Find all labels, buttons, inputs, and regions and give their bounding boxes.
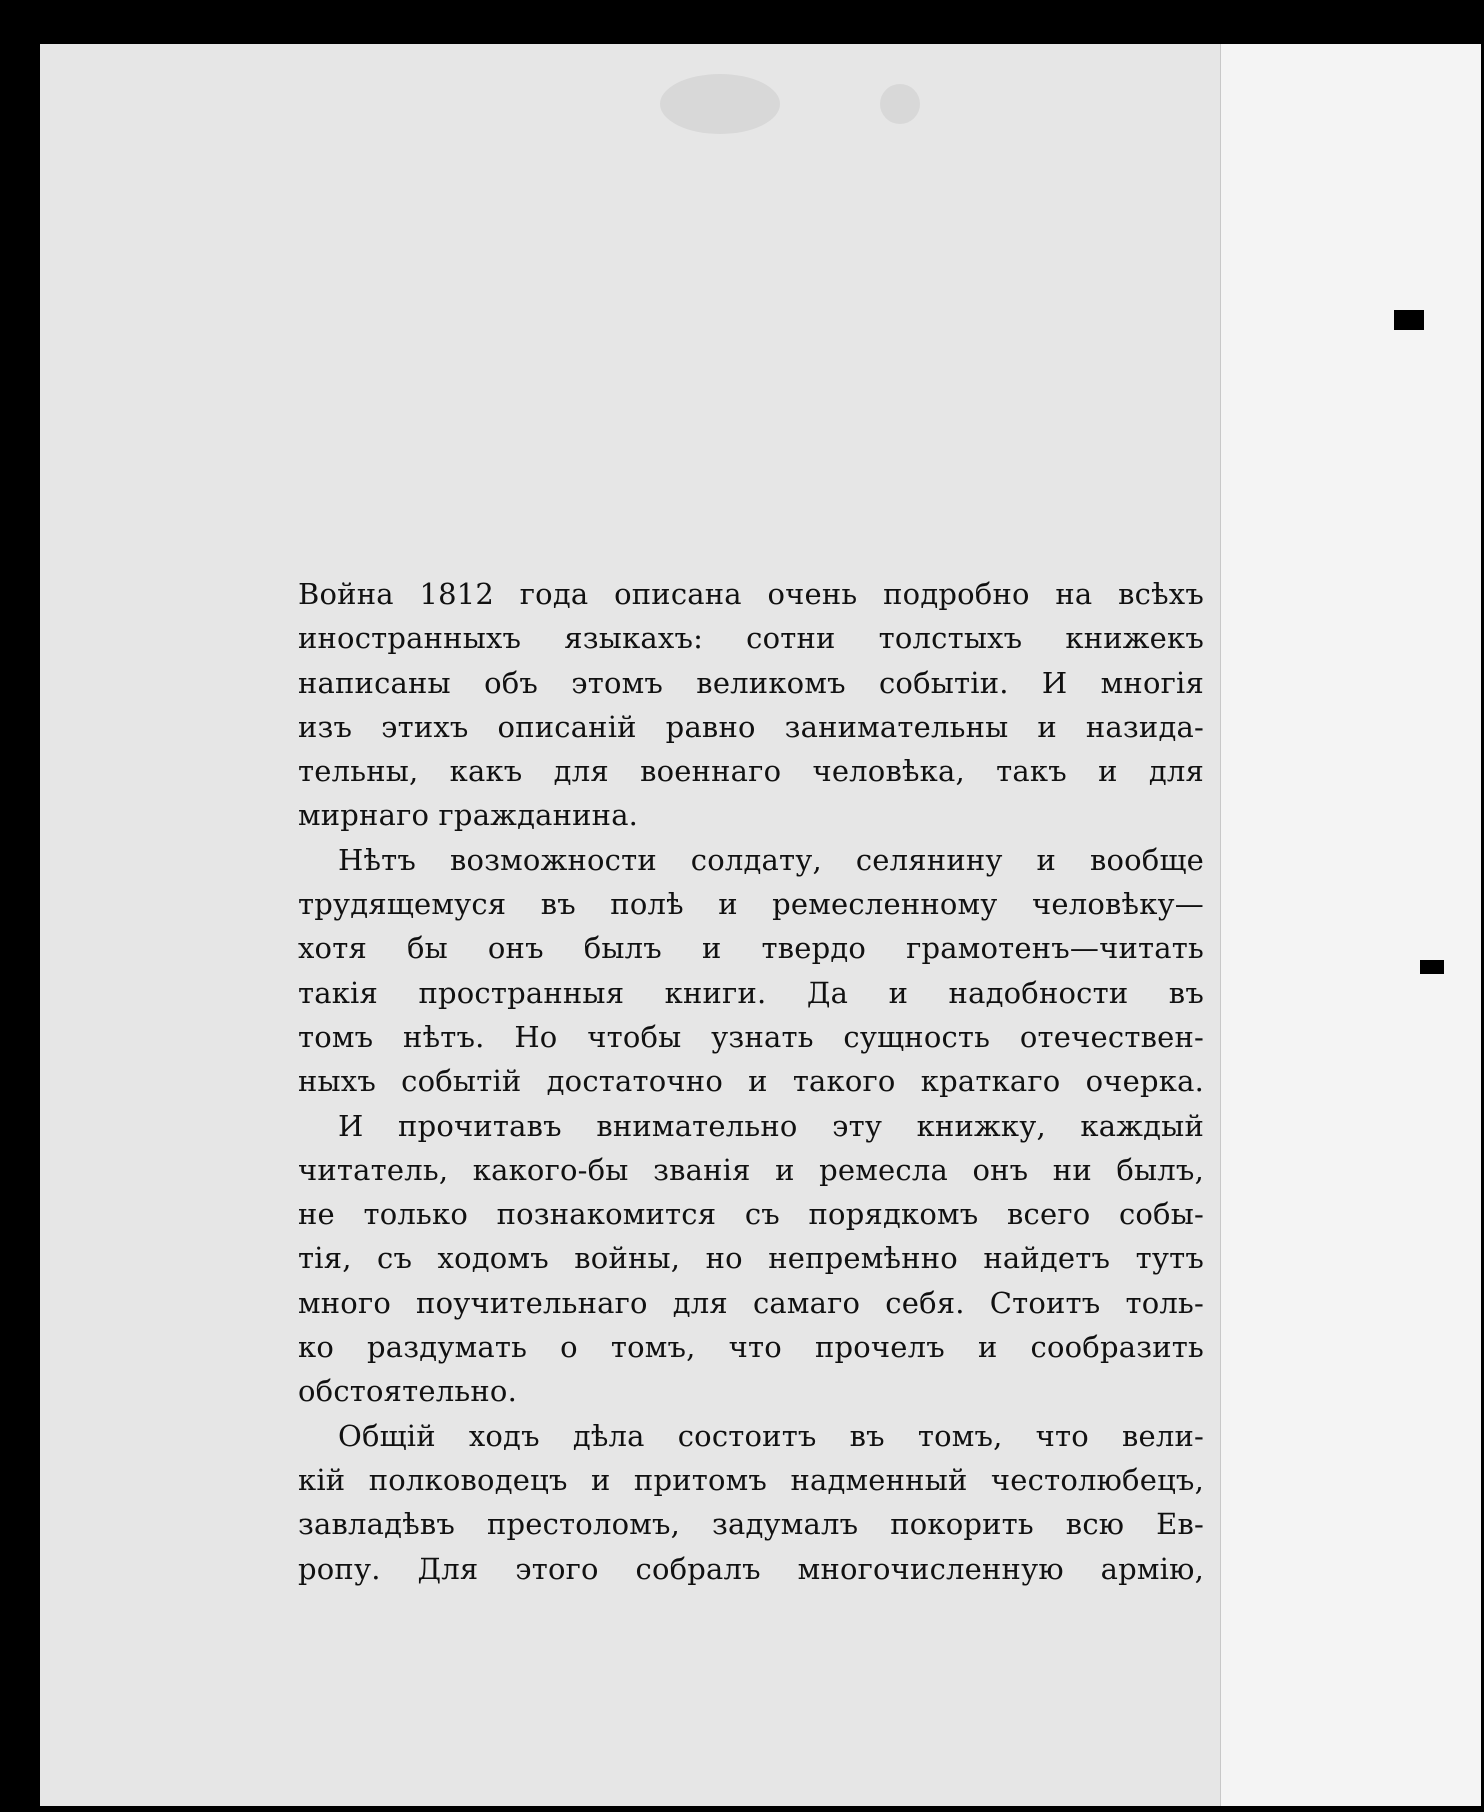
text-line: не только познакомится съ порядкомъ всего собы-	[298, 1197, 1204, 1232]
text-line: Общій ходъ дѣла состоитъ въ томъ, что вели-	[338, 1418, 1204, 1453]
text-line: ко раздумать о томъ, что прочелъ и сообразить	[298, 1330, 1204, 1365]
text-line: иностранныхъ языкахъ: сотни толстыхъ книжекъ	[298, 621, 1204, 656]
text-line: ропу. Для этого собралъ многочисленную армію,	[298, 1551, 1204, 1586]
edge-notch	[1420, 960, 1444, 974]
text-line: такія пространныя книги. Да и надобности въ	[298, 975, 1204, 1010]
paragraph	[298, 1104, 1204, 1414]
text-line: обстоятельно.	[298, 1374, 517, 1409]
text-line: тельны, какъ для военнаго человѣка, такъ и для	[298, 754, 1204, 789]
text-line: написаны объ этомъ великомъ событіи. И многія	[298, 665, 1204, 700]
paragraph	[298, 838, 1204, 1104]
page-edge-strip	[1220, 44, 1481, 1806]
text-line: завладѣвъ престоломъ, задумалъ покорить всю Ев-	[298, 1507, 1204, 1542]
paragraph	[298, 1414, 1204, 1591]
text-line: читатель, какого-бы званія и ремесла онъ ни былъ,	[298, 1152, 1204, 1187]
text-line: тія, съ ходомъ войны, но непремѣнно найдетъ тутъ	[298, 1241, 1204, 1276]
paper-stain	[880, 84, 920, 124]
text-line: мирнаго гражданина.	[298, 798, 639, 833]
text-line: ныхъ событій достаточно и такого краткаго очерка.	[298, 1064, 1204, 1099]
text-line: трудящемуся въ полѣ и ремесленному человѣку—	[298, 887, 1204, 922]
text-line: Нѣтъ возможности солдату, селянину и вообще	[338, 842, 1204, 877]
text-line: изъ этихъ описаній равно занимательны и назида-	[298, 709, 1204, 744]
paper-stain	[660, 74, 780, 134]
paragraph	[298, 572, 1204, 838]
text-line: И прочитавъ внимательно эту книжку, каждый	[338, 1108, 1204, 1143]
text-line: томъ нѣтъ. Но чтобы узнать сущность отечествен-	[298, 1019, 1204, 1054]
main-text	[298, 572, 1204, 1591]
text-line: кій полководецъ и притомъ надменный честолюбецъ,	[298, 1462, 1204, 1497]
text-line: хотя бы онъ былъ и твердо грамотенъ—читать	[298, 931, 1204, 966]
text-line: много поучительнаго для самаго себя. Стоитъ толь-	[298, 1285, 1204, 1320]
edge-notch	[1394, 310, 1424, 330]
text-line: Война 1812 года описана очень подробно на всѣхъ	[298, 577, 1204, 611]
book-page	[40, 44, 1440, 1806]
